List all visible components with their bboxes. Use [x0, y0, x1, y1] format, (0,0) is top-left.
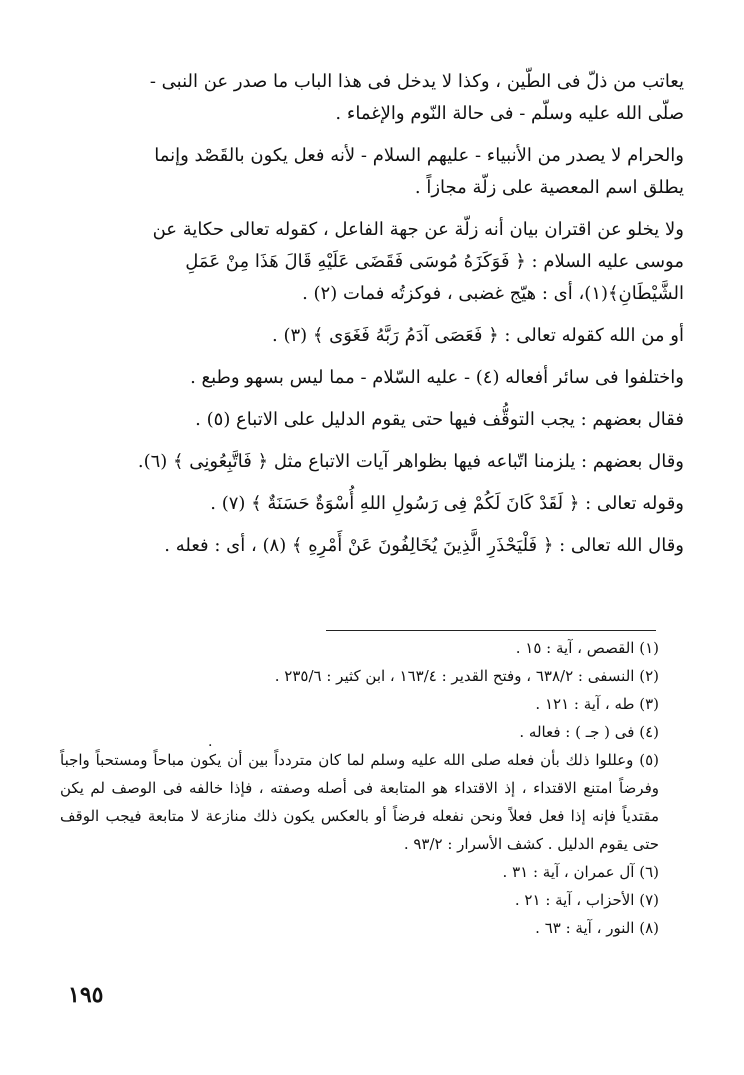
text-line: واختلفوا فى سائر أفعاله (٤) - عليه السّلام - مما ليس بسهو وطبع .: [190, 367, 684, 388]
paragraph: [60, 488, 684, 520]
text-line: والحرام لا يصدر من الأنبياء - عليهم السلام - لأنه فعل يكون بالقَصْد وإنما: [154, 145, 684, 166]
stray-mark: .: [208, 734, 213, 750]
paragraph: [60, 446, 684, 478]
text-line: الشَّيْطَانِ﴾(١)، أى : هيّج غضبى ، فوكزتُه فمات (٢) .: [302, 283, 684, 304]
text-line: أو من الله كقوله تعالى : ﴿ فَعَصَى آدَمُ رَبَّهُ فَغَوَى ﴾ (٣) .: [272, 325, 684, 346]
footnote-divider: [326, 630, 656, 631]
paragraph: [60, 66, 684, 130]
paragraph: [60, 140, 684, 204]
footnote: (٢) النسفى : ٦٣٨/٢ ، وفتح القدير : ١٦٣/٤ ، ابن كثير : ٢٣٥/٦ .: [274, 667, 659, 685]
footnote: (٤) فى ( جـ ) : فعاله .: [519, 723, 659, 741]
paragraph: [60, 214, 684, 310]
text-line: يعاتب من ذلّ فى الطّين ، وكذا لا يدخل فى هذا الباب ما صدر عن النبى -: [149, 71, 684, 92]
text-line: ولا يخلو عن اقتران بيان أنه زلّة عن جهة الفاعل ، كقوله تعالى حكاية عن: [152, 219, 684, 240]
footnote: (١) القصص ، آية : ١٥ .: [515, 639, 659, 657]
paragraph: [60, 404, 684, 436]
text-line: صلّى الله عليه وسلّم - فى حالة النّوم والإغماء .: [335, 103, 684, 124]
text-line: وقوله تعالى : ﴿ لَقَدْ كَانَ لَكُمْ فِى رَسُولِ اللهِ أُسْوَةٌ حَسَنَةٌ ﴾ (٧) .: [210, 493, 684, 514]
text-line: يطلق اسم المعصية على زلّة مجازاً .: [414, 177, 684, 198]
paragraph: [60, 320, 684, 352]
text-line: فقال بعضهم : يجب التوقُّف فيها حتى يقوم الدليل على الاتباع (٥) .: [195, 409, 684, 430]
text-line: وقال الله تعالى : ﴿ فَلْيَحْذَرِ الَّذِينَ يُخَالِفُونَ عَنْ أَمْرِهِ ﴾ (٨) ، أى : فعله .: [164, 535, 684, 556]
text-line: وقال بعضهم : يلزمنا اتّباعه فيها بظواهر آيات الاتباع مثل ﴿ فَاتَّبِعُونِى ﴾ (٦).: [137, 451, 684, 472]
footnote-long: (٥) وعللوا ذلك بأن فعله صلى الله عليه وسلم لما كان متردداً بين أن يكون مباحاً ومستحباً واجباً وفرضاً امتنع الاقتداء ، إذ الاقتداء هو المتابعة فى أصله وصفته ، فإذا خالفه فى الوصف لم يكن مقتدياً فإنه إذا فعل فعلاً ونحن نفعله فرضاً أو بالعكس يكون ذلك منازعة لا متابعة فيجب الوقف حتى يقوم الدليل . كشف الأسرار : ٩٣/٢ .: [60, 751, 659, 853]
paragraph: [60, 530, 684, 562]
footnotes: [60, 634, 659, 942]
text-line: موسى عليه السلام : ﴿ فَوَكَزَهُ مُوسَى فَقَضَى عَلَيْهِ قَالَ هَذَا مِنْ عَمَلِ: [185, 251, 684, 272]
page-number: ١٩٥: [68, 982, 104, 1008]
footnote: (٣) طه ، آية : ١٢١ .: [535, 695, 659, 713]
main-text: [60, 66, 684, 572]
footnote: (٨) النور ، آية : ٦٣ .: [535, 919, 659, 937]
footnote: (٧) الأحزاب ، آية : ٢١ .: [514, 891, 659, 909]
footnote: (٦) آل عمران ، آية : ٣١ .: [502, 863, 659, 881]
paragraph: [60, 362, 684, 394]
